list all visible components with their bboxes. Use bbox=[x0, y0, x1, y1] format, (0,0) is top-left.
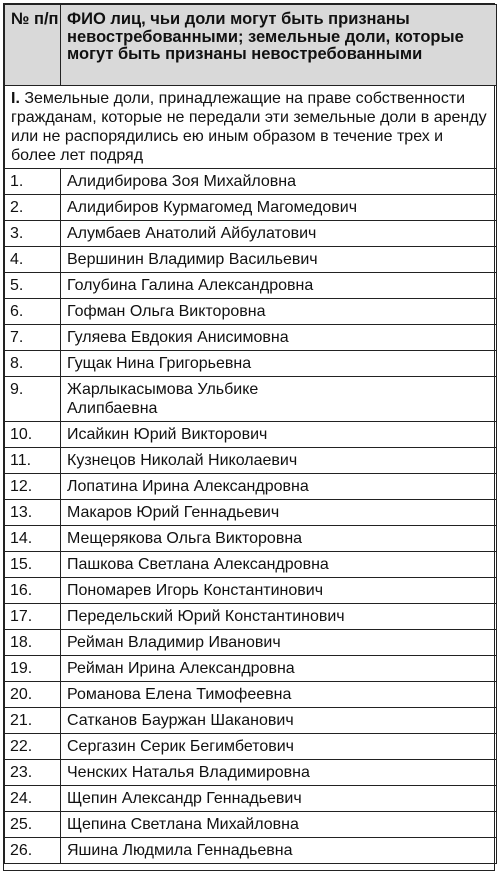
table-row bbox=[5, 734, 497, 760]
row-full-name: Алидибиров Курмагомед Магомедович bbox=[61, 195, 497, 221]
row-number: 12. bbox=[5, 474, 61, 500]
row-number: 14. bbox=[5, 526, 61, 552]
row-number: 22. bbox=[5, 734, 61, 760]
table-row bbox=[5, 656, 497, 682]
row-number: 20. bbox=[5, 682, 61, 708]
header-name-column: ФИО лиц, чьи доли могут быть признаны невостребованными; земельные доли, которые могут быть признаны невостребованными bbox=[61, 5, 497, 86]
row-number: 6. bbox=[5, 299, 61, 325]
row-number: 21. bbox=[5, 708, 61, 734]
row-full-name: Яшина Людмила Геннадьевна bbox=[61, 838, 497, 864]
table-row bbox=[5, 630, 497, 656]
row-number: 18. bbox=[5, 630, 61, 656]
section-text: Земельные доли, принадлежащие на праве собственности гражданам, которые не передали эти земельные доли в аренду или не распорядились ею иным образом в течение трех и более лет подряд bbox=[11, 90, 487, 164]
row-number: 26. bbox=[5, 838, 61, 864]
table-row bbox=[5, 578, 497, 604]
row-full-name: Пономарев Игорь Константинович bbox=[61, 578, 497, 604]
row-number: 13. bbox=[5, 500, 61, 526]
table-row bbox=[5, 786, 497, 812]
row-number: 23. bbox=[5, 760, 61, 786]
land-share-table bbox=[4, 4, 497, 864]
land-share-table-document bbox=[3, 3, 495, 871]
table-row bbox=[5, 325, 497, 351]
row-full-name: Алумбаев Анатолий Айбулатович bbox=[61, 221, 497, 247]
row-full-name: Пашкова Светлана Александровна bbox=[61, 552, 497, 578]
table-row bbox=[5, 604, 497, 630]
section-roman-numeral: I. bbox=[11, 90, 20, 107]
section-cell bbox=[5, 86, 497, 169]
row-full-name: Щепин Александр Геннадьевич bbox=[61, 786, 497, 812]
table-row bbox=[5, 169, 497, 195]
row-full-name: Вершинин Владимир Васильевич bbox=[61, 247, 497, 273]
table-row bbox=[5, 448, 497, 474]
table-row bbox=[5, 377, 497, 422]
row-full-name: Сатканов Бауржан Шаканович bbox=[61, 708, 497, 734]
table-row bbox=[5, 526, 497, 552]
table-row bbox=[5, 760, 497, 786]
table-row bbox=[5, 708, 497, 734]
row-number: 15. bbox=[5, 552, 61, 578]
table-row bbox=[5, 838, 497, 864]
row-number: 19. bbox=[5, 656, 61, 682]
row-number: 7. bbox=[5, 325, 61, 351]
row-full-name: Жарлыкасымова Ульбике Алипбаевна bbox=[61, 377, 497, 422]
row-full-name: Алидибирова Зоя Михайловна bbox=[61, 169, 497, 195]
row-full-name: Гущак Нина Григорьевна bbox=[61, 351, 497, 377]
row-number: 2. bbox=[5, 195, 61, 221]
row-full-name: Гуляева Евдокия Анисимовна bbox=[61, 325, 497, 351]
row-number: 16. bbox=[5, 578, 61, 604]
row-number: 5. bbox=[5, 273, 61, 299]
row-full-name: Передельский Юрий Константинович bbox=[61, 604, 497, 630]
row-full-name: Ченских Наталья Владимировна bbox=[61, 760, 497, 786]
table-row bbox=[5, 247, 497, 273]
table-row bbox=[5, 474, 497, 500]
row-number: 3. bbox=[5, 221, 61, 247]
row-number: 24. bbox=[5, 786, 61, 812]
table-row bbox=[5, 812, 497, 838]
table-header-row bbox=[5, 5, 497, 86]
table-row bbox=[5, 273, 497, 299]
row-full-name: Сергазин Серик Бегимбетович bbox=[61, 734, 497, 760]
row-full-name: Романова Елена Тимофеевна bbox=[61, 682, 497, 708]
row-full-name: Гофман Ольга Викторовна bbox=[61, 299, 497, 325]
row-full-name: Щепина Светлана Михайловна bbox=[61, 812, 497, 838]
table-row bbox=[5, 299, 497, 325]
row-full-name: Макаров Юрий Геннадьевич bbox=[61, 500, 497, 526]
row-full-name: Кузнецов Николай Николаевич bbox=[61, 448, 497, 474]
row-number: 9. bbox=[5, 377, 61, 422]
table-row bbox=[5, 500, 497, 526]
header-number-column: № п/п bbox=[5, 5, 61, 86]
row-full-name: Рейман Ирина Александровна bbox=[61, 656, 497, 682]
row-full-name: Лопатина Ирина Александровна bbox=[61, 474, 497, 500]
row-number: 17. bbox=[5, 604, 61, 630]
row-number: 1. bbox=[5, 169, 61, 195]
row-number: 25. bbox=[5, 812, 61, 838]
row-number: 11. bbox=[5, 448, 61, 474]
table-row bbox=[5, 422, 497, 448]
table-row bbox=[5, 682, 497, 708]
table-row bbox=[5, 552, 497, 578]
row-number: 10. bbox=[5, 422, 61, 448]
row-number: 4. bbox=[5, 247, 61, 273]
row-full-name: Рейман Владимир Иванович bbox=[61, 630, 497, 656]
row-full-name: Голубина Галина Александровна bbox=[61, 273, 497, 299]
table-row bbox=[5, 351, 497, 377]
row-full-name: Мещерякова Ольга Викторовна bbox=[61, 526, 497, 552]
row-full-name: Исайкин Юрий Викторович bbox=[61, 422, 497, 448]
section-row bbox=[5, 86, 497, 169]
table-row bbox=[5, 195, 497, 221]
table-row bbox=[5, 221, 497, 247]
row-number: 8. bbox=[5, 351, 61, 377]
